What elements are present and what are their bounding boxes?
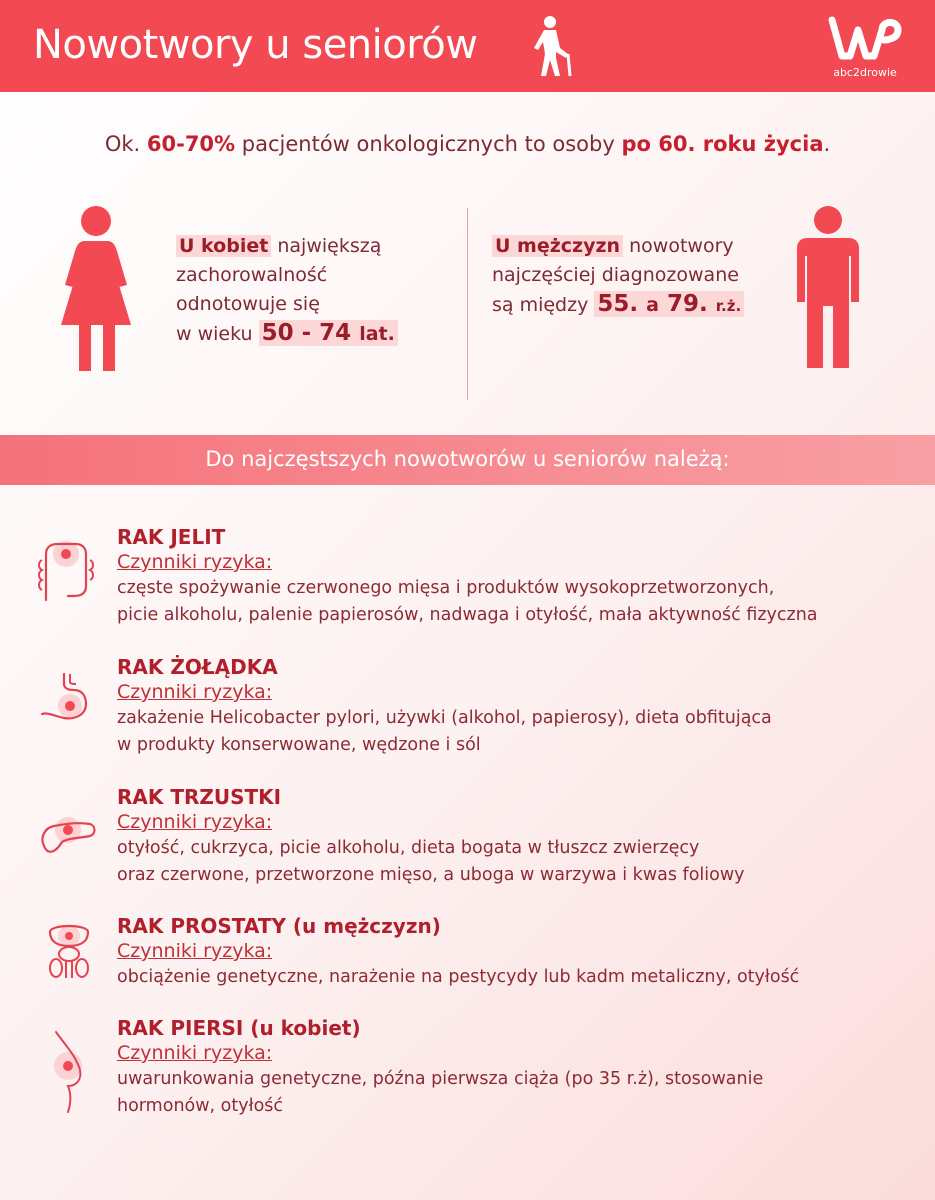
section-banner-title: Do najczęstszych nowotworów u seniorów należą: [205, 447, 730, 471]
men-and: a [646, 294, 659, 316]
cancer-name: RAK JELIT [117, 525, 226, 549]
intro-percent: 60-70% [146, 132, 236, 156]
women-line1: największą [277, 235, 382, 257]
logo-text: abc2drowie [833, 66, 897, 79]
men-age-range [594, 291, 744, 317]
cancer-item-intestine [117, 525, 818, 629]
man-icon [795, 206, 861, 370]
risk-line: oraz czerwone, przetworzone mięso, a uboga w warzywa i kwas foliowy [117, 865, 745, 885]
intro-statement [0, 132, 935, 156]
risk-label: Czynniki ryzyka: [117, 681, 273, 703]
women-line4-prefix: w wieku [176, 323, 253, 345]
cancer-name: RAK TRZUSTKI [117, 785, 282, 809]
woman-icon [55, 205, 137, 373]
cancer-name: RAK ŻOŁĄDKA [117, 655, 278, 679]
women-line3: odnotowuje się [176, 293, 320, 315]
intro-prefix: Ok. [104, 132, 141, 156]
intro-suffix: . [823, 132, 831, 156]
cancer-item-prostate [117, 914, 799, 991]
cancer-name: RAK PIERSI (u kobiet) [117, 1016, 361, 1040]
risk-line: w produkty konserwowane, wędzone i sól [117, 735, 481, 755]
risk-label: Czynniki ryzyka: [117, 551, 273, 573]
cancer-item-stomach [117, 655, 772, 759]
women-statistic [176, 232, 398, 349]
cancer-item-pancreas [117, 785, 745, 889]
header-bar [0, 0, 935, 92]
breast-icon [50, 1030, 94, 1114]
risk-line: zakażenie Helicobacter pylori, używki (alkohol, papierosy), dieta obfitująca [117, 708, 772, 728]
page-title: Nowotwory u seniorów [33, 22, 478, 68]
men-statistic [492, 232, 744, 321]
intro-middle: pacjentów onkologicznych to osoby [241, 132, 615, 156]
vertical-divider [467, 208, 468, 400]
risk-line: picie alkoholu, palenie papierosów, nadwaga i otyłość, mała aktywność fizyczna [117, 605, 818, 625]
women-range: 50 - 74 [261, 320, 352, 346]
pancreas-icon [38, 812, 98, 860]
women-line2: zachorowalność [176, 264, 328, 286]
stomach-icon [40, 672, 92, 724]
intestine-icon [36, 540, 94, 606]
women-age-range [259, 320, 398, 346]
risk-label: Czynniki ryzyka: [117, 940, 273, 962]
cancer-name: RAK PROSTATY (u mężczyzn) [117, 914, 441, 938]
elderly-person-with-cane-icon [530, 14, 578, 78]
men-to: 79. [667, 291, 708, 317]
men-line3-prefix: są między [492, 294, 589, 316]
risk-line: otyłość, cukrzyca, picie alkoholu, dieta bogata w tłuszcz zwierzęcy [117, 838, 700, 858]
risk-label: Czynniki ryzyka: [117, 811, 273, 833]
risk-line: częste spożywanie czerwonego mięsa i produktów wysokoprzetworzonych, [117, 578, 775, 598]
women-lead: U kobiet [176, 235, 271, 257]
risk-label: Czynniki ryzyka: [117, 1042, 273, 1064]
risk-line: obciążenie genetyczne, narażenie na pestycydy lub kadm metaliczny, otyłość [117, 967, 800, 987]
cancer-item-breast [117, 1016, 763, 1120]
brand-logo [826, 16, 904, 79]
prostate-icon [44, 922, 94, 980]
women-unit: lat. [359, 323, 395, 345]
intro-age: po 60. roku życia [621, 132, 824, 156]
men-line2: najczęściej diagnozowane [492, 264, 739, 286]
men-unit: r.ż. [715, 297, 742, 315]
men-line1: nowotwory [629, 235, 734, 257]
wp-logo-icon [828, 16, 902, 60]
men-from: 55. [597, 291, 639, 317]
men-lead: U mężczyzn [492, 235, 623, 257]
risk-line: uwarunkowania genetyczne, późna pierwsza ciąża (po 35 r.ż), stosowanie [117, 1069, 764, 1089]
risk-line: hormonów, otyłość [117, 1096, 284, 1116]
